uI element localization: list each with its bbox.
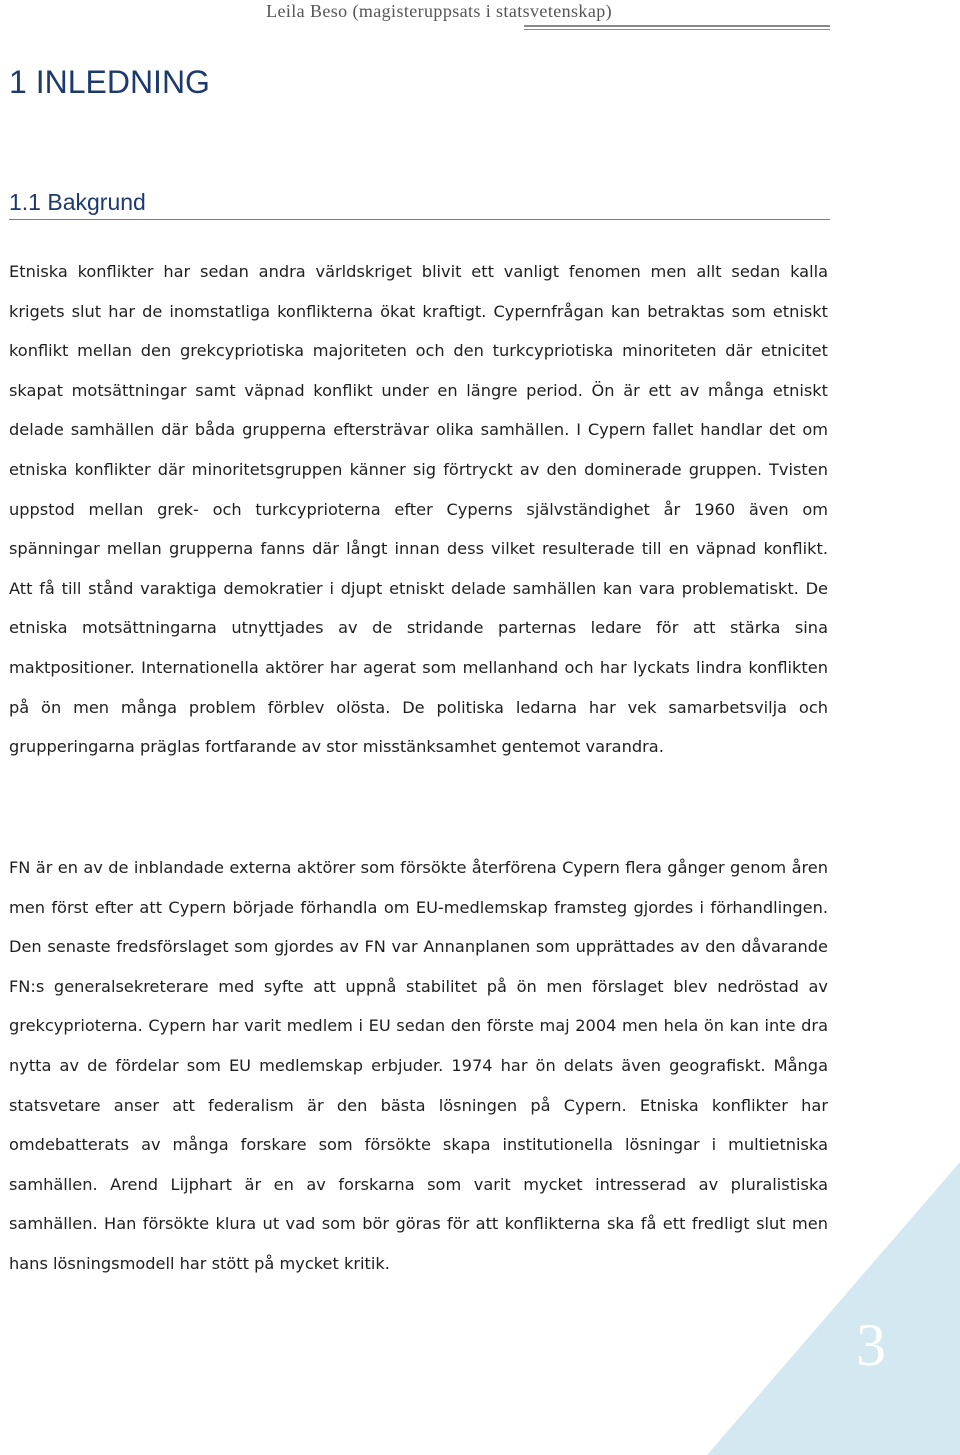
page-number: 3 <box>856 1312 886 1378</box>
chapter-title: 1 INLEDNING <box>9 64 210 100</box>
body-paragraph: FN är en av de inblandade externa aktörer som försökte återförena Cypern flera gånger genom åren men först efter att Cypern började förhandla om EU-medlemskap framsteg gjordes i förhandlingen. Den senaste fredsförslaget som gjordes av FN var Annanplanen som upprättades av den dåvarande FN:s generalsekreterare med syfte att uppnå stabilitet på ön men förslaget blev nedröstad av grekcyprioterna. Cypern har varit medlem i EU sedan den förste maj 2004 men hela ön kan inte dra nytta av de fördelar som EU medlemskap erbjuder. 1974 har ön delats även geografiskt. Många statsvetare anser att federalism är den bästa lösningen på Cypern. Etniska konflikter har omdebatterats av många forskare som försökte skapa institutionella lösningar i multietniska samhällen. Arend Lijphart är en av forskarna som varit mycket intresserad av pluralistiska samhällen. Han försökte klura ut vad som bör göras för att konflikterna ska få ett fredligt slut men hans lösningsmodell har stött på mycket kritik. <box>9 858 828 1273</box>
section-title: 1.1 Bakgrund <box>9 189 146 215</box>
page-corner-decoration <box>707 1162 960 1455</box>
body-paragraph: Etniska konflikter har sedan andra världskriget blivit ett vanligt fenomen men allt sedan kalla krigets slut har de inomstatliga konflikterna ökat kraftigt. Cypernfrågan kan betraktas som etniskt konflikt mellan den grekcypriotiska majoriteten och den turkcypriotiska minoriteten där etnicitet skapat motsättningar samt väpnad konflikt under en längre period. Ön är ett av många etniskt delade samhällen där båda grupperna eftersträvar olika samhällen. I Cypern fallet handlar det om etniska konflikter där minoritetsgruppen känner sig förtryckt av den dominerade gruppen. Tvisten uppstod mellan grek- och turkcyprioterna efter Cyperns självständighet år 1960 även om spänningar mellan grupperna fanns där långt innan dess vilket resulterade till en väpnad konflikt. Att få till stånd varaktiga demokratier i djupt etniskt delade samhällen kan vara problematiskt. De etniska motsättningarna utnyttjades av de stridande parternas ledare för att stärka sina maktpositioner. Internationella aktörer har agerat som mellanhand och har lyckats lindra konflikten på ön men många problem förblev olösta. De politiska ledarna har vek samarbetsvilja och grupperingarna präglas fortfarande av stor misstänksamhet gentemot varandra. <box>9 262 828 757</box>
section-rule <box>9 219 830 220</box>
header-rule <box>524 25 830 30</box>
running-header: Leila Beso (magisteruppsats i statsvetenskap) <box>266 1 612 21</box>
